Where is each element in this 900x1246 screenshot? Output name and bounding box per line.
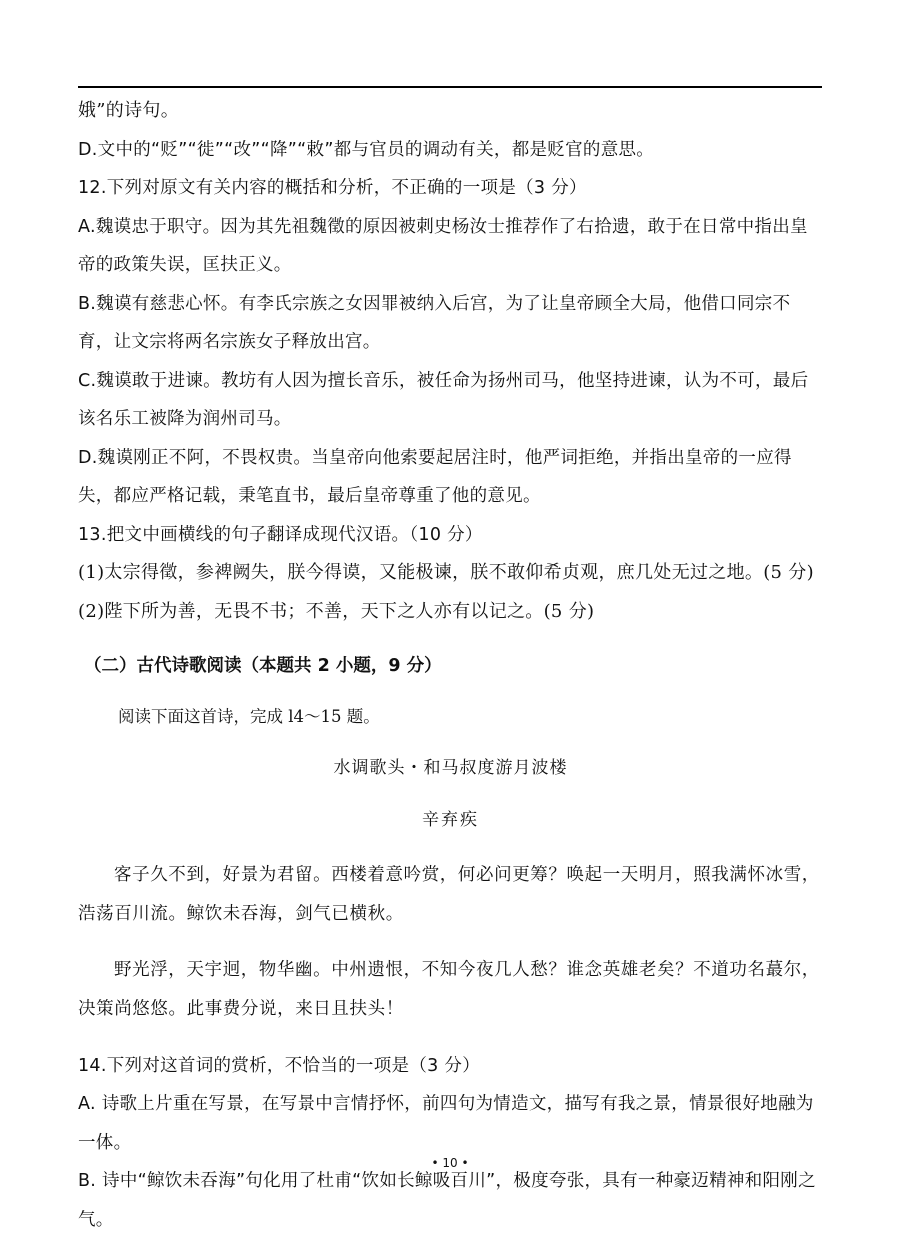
reading-instruction: 阅读下面这首诗，完成 l4～15 题。 <box>118 707 380 726</box>
page-number: • 10 • <box>431 1156 469 1170</box>
section-heading: （二）古代诗歌阅读（本题共 2 小题，9 分） <box>84 655 442 676</box>
page-content <box>78 92 823 1239</box>
option-12c: C.魏谟敢于进谏。教坊有人因为擅长音乐，被任命为扬州司马，他坚持进谏，认为不可，最后该名乐工被降为润州司马。 <box>78 370 809 429</box>
question-14: 14.下列对这首词的赏析，不恰当的一项是（3 分） <box>78 1055 481 1076</box>
poem-title: 水调歌头・和马叔度游月波楼 <box>333 758 568 778</box>
question-13: 13.把文中画横线的句子翻译成现代汉语。（10 分） <box>78 524 483 545</box>
option-d-11: D.文中的“贬”“徙”“改”“降”“敕”都与官员的调动有关，都是贬官的意思。 <box>78 139 655 160</box>
poem-stanza-1: 客子久不到，好景为君留。西楼着意吟赏，何必问更筹？唤起一天明月，照我满怀冰雪，浩荡百川流。鲸饮未吞海，剑气已横秋。 <box>78 864 820 924</box>
question-13-part-2: (2)陛下所为善，无畏不书；不善，天下之人亦有以记之。(5 分) <box>78 600 595 622</box>
poem-stanza-2: 野光浮，天宇迥，物华幽。中州遗恨，不知今夜几人愁？谁念英雄老矣？不道功名蕞尔，决策尚悠悠。此事费分说，来日且扶头！ <box>78 960 820 1019</box>
poem-author: 辛弃疾 <box>422 810 479 830</box>
question-13-part-1: (1)太宗得徵，参裨阙失，朕今得谟，又能极谏，朕不敢仰希贞观，庶几处无过之地。(5 分) <box>78 562 814 583</box>
header-rule <box>78 86 822 88</box>
option-14b: B. 诗中“鲸饮未吞海”句化用了杜甫“饮如长鲸吸百川”，极度夸张，具有一种豪迈精神和阳刚之气。 <box>78 1171 816 1230</box>
option-12b: B.魏谟有慈悲心怀。有李氏宗族之女因罪被纳入后宫，为了让皇帝顾全大局，他借口同宗不育，让文宗将两名宗族女子释放出宫。 <box>78 293 791 352</box>
option-12d: D.魏谟刚正不阿，不畏权贵。当皇帝向他索要起居注时，他严词拒绝，并指出皇帝的一应得失，都应严格记载，秉笔直书，最后皇帝尊重了他的意见。 <box>78 447 792 506</box>
option-12a: A.魏谟忠于职守。因为其先祖魏徵的原因被刺史杨汝士推荐作了右拾遗，敢于在日常中指出皇帝的政策失误，匡扶正义。 <box>78 216 808 275</box>
question-12: 12.下列对原文有关内容的概括和分析，不正确的一项是（3 分） <box>78 178 587 198</box>
option-14a: A. 诗歌上片重在写景，在写景中言情抒怀，前四句为情造文，描写有我之景，情景很好地融为一体。 <box>78 1094 814 1153</box>
text-line: 娥”的诗句。 <box>78 100 180 121</box>
